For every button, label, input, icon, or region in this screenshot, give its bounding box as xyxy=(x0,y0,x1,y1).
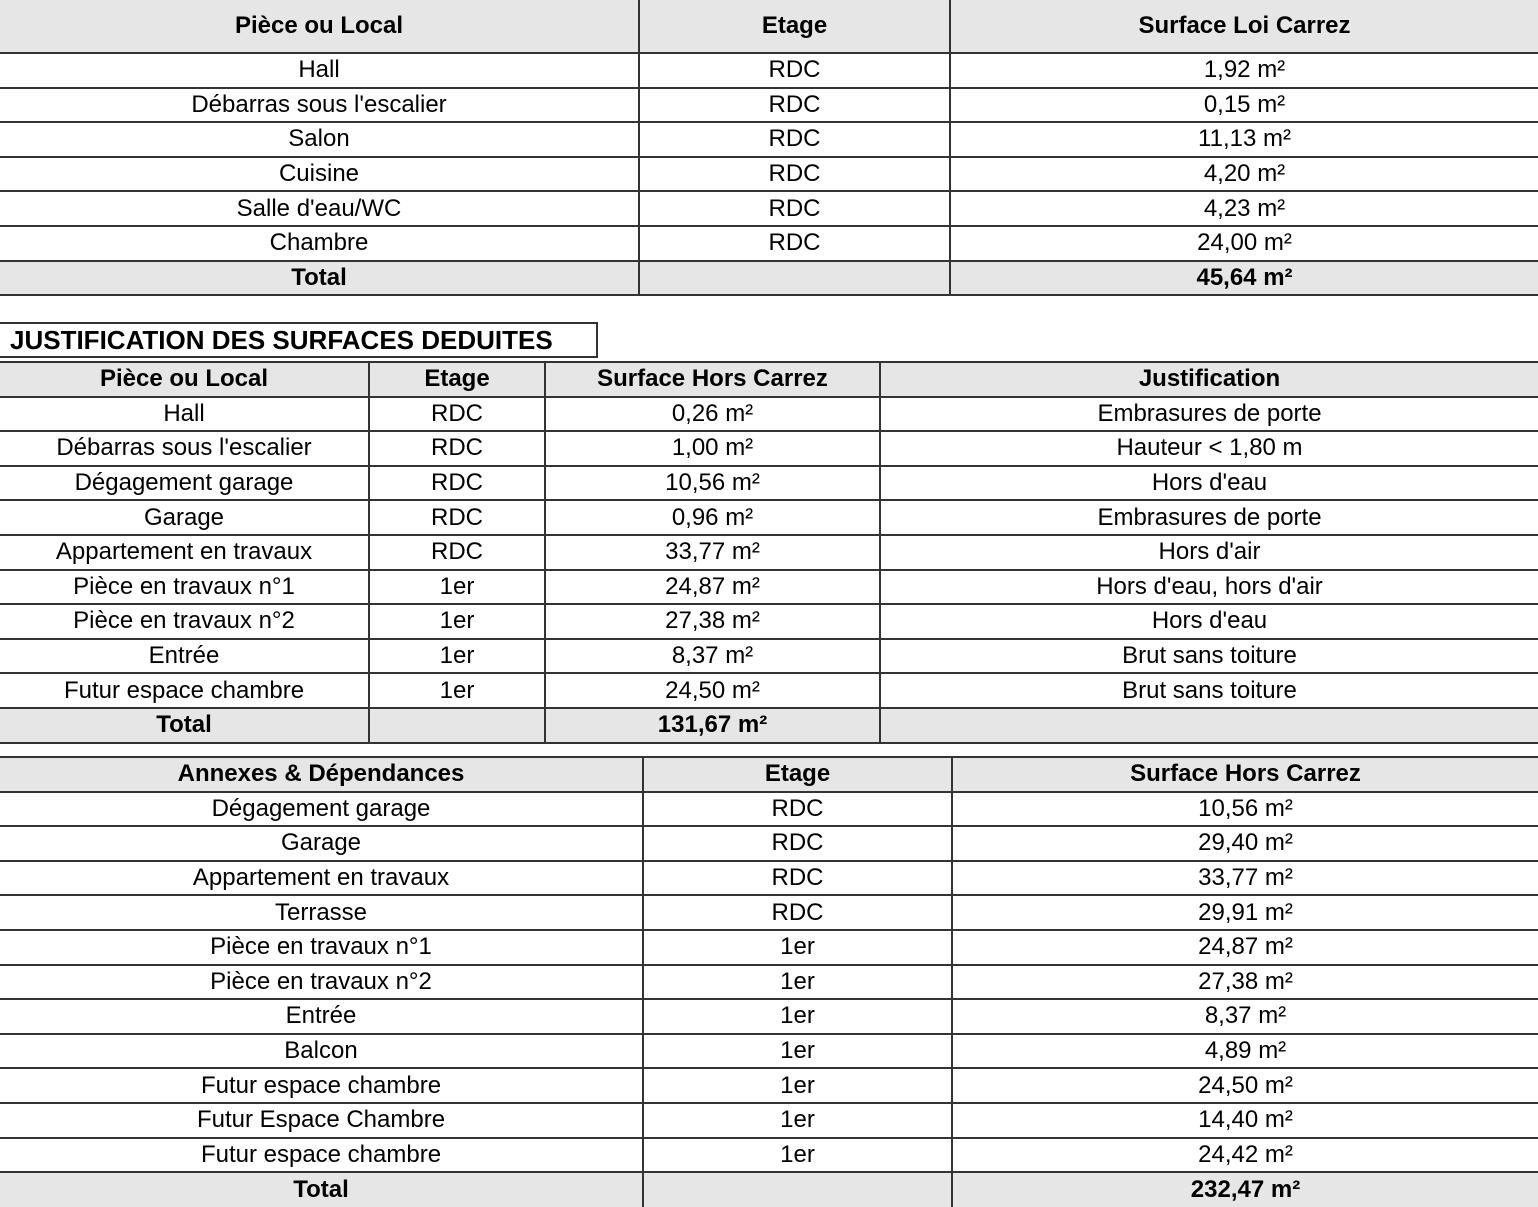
table-row xyxy=(0,1068,1538,1103)
table-row xyxy=(0,792,1538,827)
table-cell: 1er xyxy=(643,1138,952,1173)
table-cell: Hall xyxy=(0,53,639,88)
table-cell: RDC xyxy=(369,466,545,501)
table-cell: Futur espace chambre xyxy=(0,673,369,708)
table-cell: Futur Espace Chambre xyxy=(0,1103,643,1138)
table-cell: RDC xyxy=(369,500,545,535)
table-cell: 29,91 m² xyxy=(952,895,1538,930)
table-cell: RDC xyxy=(639,88,950,123)
table-cell: RDC xyxy=(639,122,950,157)
annexes-dependencies-table xyxy=(0,756,1538,1207)
table-cell: RDC xyxy=(643,861,952,896)
table-cell: Appartement en travaux xyxy=(0,861,643,896)
table-cell: 24,50 m² xyxy=(952,1068,1538,1103)
table-cell: 33,77 m² xyxy=(952,861,1538,896)
table-cell: 24,50 m² xyxy=(545,673,880,708)
table-cell: Débarras sous l'escalier xyxy=(0,88,639,123)
table-cell: RDC xyxy=(639,226,950,261)
table-cell: Chambre xyxy=(0,226,639,261)
table-cell: Pièce en travaux n°2 xyxy=(0,965,643,1000)
table-cell: Salle d'eau/WC xyxy=(0,191,639,226)
column-header: Etage xyxy=(369,362,545,397)
table-cell: 1er xyxy=(643,999,952,1034)
table-cell: Embrasures de porte xyxy=(880,500,1538,535)
table-cell: 1er xyxy=(369,673,545,708)
table-cell: 1er xyxy=(643,965,952,1000)
table-cell: 1er xyxy=(643,930,952,965)
table-row xyxy=(0,191,1538,226)
table-cell: 11,13 m² xyxy=(950,122,1538,157)
table-cell: 1er xyxy=(369,570,545,605)
total-row xyxy=(0,261,1538,296)
table-row xyxy=(0,826,1538,861)
table-cell: 8,37 m² xyxy=(952,999,1538,1034)
table-row xyxy=(0,930,1538,965)
table-cell: Salon xyxy=(0,122,639,157)
column-header: Etage xyxy=(639,0,950,53)
table-row xyxy=(0,535,1538,570)
table-cell: Embrasures de porte xyxy=(880,397,1538,432)
table-cell: Futur espace chambre xyxy=(0,1068,643,1103)
total-cell xyxy=(643,1172,952,1207)
table-cell: RDC xyxy=(369,397,545,432)
table-row xyxy=(0,431,1538,466)
table-row xyxy=(0,895,1538,930)
column-header: Pièce ou Local xyxy=(0,362,369,397)
column-header: Pièce ou Local xyxy=(0,0,639,53)
table-cell: RDC xyxy=(643,895,952,930)
table-row xyxy=(0,1034,1538,1069)
table-row xyxy=(0,500,1538,535)
table-row xyxy=(0,1103,1538,1138)
table-cell: RDC xyxy=(639,157,950,192)
column-header: Annexes & Dépendances xyxy=(0,757,643,792)
table-row xyxy=(0,965,1538,1000)
table-row xyxy=(0,122,1538,157)
table-header-row xyxy=(0,757,1538,792)
table-cell: Balcon xyxy=(0,1034,643,1069)
table-header-row xyxy=(0,0,1538,53)
table-cell: 4,23 m² xyxy=(950,191,1538,226)
table-cell: 1er xyxy=(369,639,545,674)
table-cell: Futur espace chambre xyxy=(0,1138,643,1173)
table-cell: RDC xyxy=(643,792,952,827)
table-row xyxy=(0,226,1538,261)
total-cell xyxy=(880,708,1538,743)
table-cell: Garage xyxy=(0,500,369,535)
table-row xyxy=(0,1138,1538,1173)
table-cell: Entrée xyxy=(0,639,369,674)
table-cell: 4,20 m² xyxy=(950,157,1538,192)
table-cell: 24,42 m² xyxy=(952,1138,1538,1173)
table-cell: 10,56 m² xyxy=(545,466,880,501)
total-cell xyxy=(369,708,545,743)
table-cell: Pièce en travaux n°1 xyxy=(0,570,369,605)
total-row xyxy=(0,708,1538,743)
table-cell: Hauteur < 1,80 m xyxy=(880,431,1538,466)
table-row xyxy=(0,157,1538,192)
table-cell: 24,87 m² xyxy=(545,570,880,605)
table-cell: RDC xyxy=(639,53,950,88)
total-row xyxy=(0,1172,1538,1207)
table-row xyxy=(0,999,1538,1034)
table-cell: Hors d'eau xyxy=(880,466,1538,501)
table-row xyxy=(0,397,1538,432)
table-cell: 27,38 m² xyxy=(952,965,1538,1000)
table-cell: 29,40 m² xyxy=(952,826,1538,861)
table-cell: RDC xyxy=(369,431,545,466)
total-cell xyxy=(639,261,950,296)
table-cell: 1er xyxy=(643,1103,952,1138)
table-cell: RDC xyxy=(369,535,545,570)
deducted-surfaces-table xyxy=(0,361,1538,744)
total-cell: Total xyxy=(0,708,369,743)
total-cell: 232,47 m² xyxy=(952,1172,1538,1207)
column-header: Justification xyxy=(880,362,1538,397)
table-row xyxy=(0,604,1538,639)
table-cell: 1er xyxy=(369,604,545,639)
table-cell: RDC xyxy=(639,191,950,226)
table-header-row xyxy=(0,362,1538,397)
table-cell: Entrée xyxy=(0,999,643,1034)
table-row xyxy=(0,88,1538,123)
table-row xyxy=(0,673,1538,708)
table-cell: 24,00 m² xyxy=(950,226,1538,261)
table-cell: Brut sans toiture xyxy=(880,673,1538,708)
total-cell: Total xyxy=(0,261,639,296)
table-cell: Hors d'air xyxy=(880,535,1538,570)
table-cell: 1er xyxy=(643,1034,952,1069)
total-cell: 131,67 m² xyxy=(545,708,880,743)
total-cell: Total xyxy=(0,1172,643,1207)
column-header: Surface Hors Carrez xyxy=(545,362,880,397)
table-cell: Cuisine xyxy=(0,157,639,192)
table-cell: 8,37 m² xyxy=(545,639,880,674)
table-cell: 0,15 m² xyxy=(950,88,1538,123)
table-row xyxy=(0,570,1538,605)
table-cell: Hall xyxy=(0,397,369,432)
table-row xyxy=(0,466,1538,501)
table-cell: Appartement en travaux xyxy=(0,535,369,570)
table-row xyxy=(0,639,1538,674)
table-cell: 14,40 m² xyxy=(952,1103,1538,1138)
total-cell: 45,64 m² xyxy=(950,261,1538,296)
table-cell: 10,56 m² xyxy=(952,792,1538,827)
deducted-surfaces-section-title: JUSTIFICATION DES SURFACES DEDUITES xyxy=(0,322,598,358)
table-cell: Terrasse xyxy=(0,895,643,930)
table-cell: RDC xyxy=(643,826,952,861)
column-header: Etage xyxy=(643,757,952,792)
table-cell: 33,77 m² xyxy=(545,535,880,570)
carrez-surface-table xyxy=(0,0,1538,296)
table-cell: Hors d'eau xyxy=(880,604,1538,639)
table-cell: Dégagement garage xyxy=(0,466,369,501)
table-cell: 1er xyxy=(643,1068,952,1103)
table-cell: Hors d'eau, hors d'air xyxy=(880,570,1538,605)
table-row xyxy=(0,861,1538,896)
table-cell: 1,92 m² xyxy=(950,53,1538,88)
table-cell: 27,38 m² xyxy=(545,604,880,639)
table-cell: Garage xyxy=(0,826,643,861)
table-cell: Pièce en travaux n°1 xyxy=(0,930,643,965)
table-cell: 1,00 m² xyxy=(545,431,880,466)
table-cell: Dégagement garage xyxy=(0,792,643,827)
table-cell: 0,26 m² xyxy=(545,397,880,432)
table-row xyxy=(0,53,1538,88)
table-cell: 24,87 m² xyxy=(952,930,1538,965)
table-cell: Brut sans toiture xyxy=(880,639,1538,674)
column-header: Surface Loi Carrez xyxy=(950,0,1538,53)
table-cell: Débarras sous l'escalier xyxy=(0,431,369,466)
table-cell: Pièce en travaux n°2 xyxy=(0,604,369,639)
table-cell: 0,96 m² xyxy=(545,500,880,535)
table-cell: 4,89 m² xyxy=(952,1034,1538,1069)
column-header: Surface Hors Carrez xyxy=(952,757,1538,792)
